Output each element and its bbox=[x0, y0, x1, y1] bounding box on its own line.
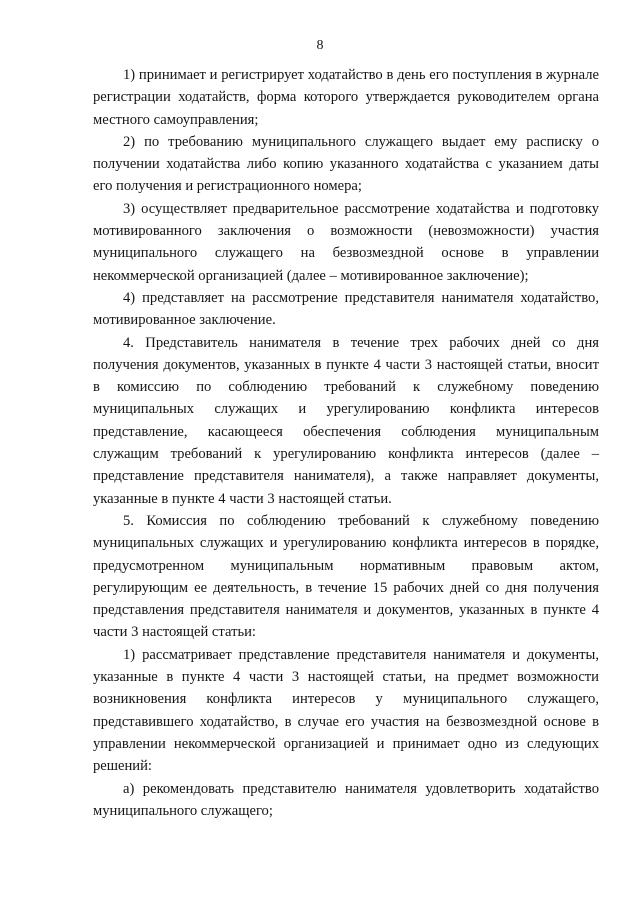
paragraph-subpoint-a-recommend: а) рекомендовать представителю нанимателя удовлетворить ходатайство муниципального служащего; bbox=[93, 780, 599, 819]
document-body bbox=[93, 64, 599, 822]
paragraph-point-4-employer: 4. Представитель нанимателя в течение трех рабочих дней со дня получения документов, указанных в пункте 4 части 3 настоящей статьи, вносит в комиссию по соблюдению требований к служебному поведению муниципальных служащих и урегулированию конфликта интересов представление, касающееся обеспечения соблюдения муниципальным служащим требований к урегулированию конфликта интересов (далее – представление представителя нанимателя), а также направляет документы, указанные в пункте 4 части 3 настоящей статьи. bbox=[93, 334, 599, 507]
paragraph-4-submission: 4) представляет на рассмотрение представителя нанимателя ходатайство, мотивированное заключение. bbox=[93, 289, 599, 329]
page-number: 8 bbox=[316, 38, 324, 53]
paragraph-3-preliminary-review: 3) осуществляет предварительное рассмотрение ходатайства и подготовку мотивированного заключения о возможности (невозможности) участия муниципального служащего на безвозмездной основе в управлении некоммерческой организацией (далее – мотивированное заключение); bbox=[93, 200, 599, 284]
paragraph-2-receipt: 2) по требованию муниципального служащего выдает ему расписку о получении ходатайства либо копию указанного ходатайства с указанием даты его получения и регистрационного номера; bbox=[93, 133, 599, 195]
paragraph-subpoint-1-consideration: 1) рассматривает представление представителя нанимателя и документы, указанные в пункте 4 части 3 настоящей статьи, на предмет возможности возникновения конфликта интересов у муниципального служащего, представившего ходатайство, в случае его участия на безвозмездной основе в управлении некоммерческой организацией и принимает одно из следующих решений: bbox=[93, 646, 599, 775]
paragraph-point-5-commission: 5. Комиссия по соблюдению требований к служебному поведению муниципальных служащих и урегулированию конфликта интересов в порядке, предусмотренном муниципальным нормативным правовым актом, регулирующим ее деятельность, в течение 15 рабочих дней со дня получения представления представителя нанимателя и документов, указанных в пункте 4 части 3 настоящей статьи: bbox=[93, 512, 599, 641]
paragraph-1-registration: 1) принимает и регистрирует ходатайство в день его поступления в журнале регистрации ходатайств, форма которого утверждается руководителем органа местного самоуправления; bbox=[93, 67, 599, 128]
